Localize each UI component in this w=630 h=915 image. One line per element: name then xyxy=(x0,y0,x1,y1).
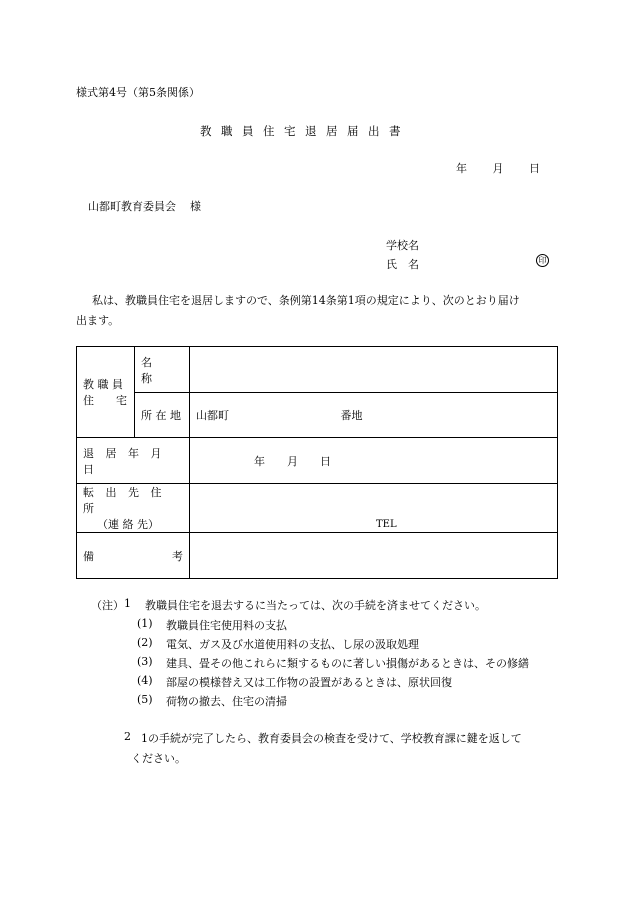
date-line: 年 月 日 xyxy=(456,162,540,175)
housing-name-field[interactable] xyxy=(190,347,558,393)
note-sub-4-text: 部屋の模様替え又は工作物の設置があるときは、原状回復 xyxy=(166,676,452,689)
note-sub-5-number: (5) xyxy=(137,693,153,706)
remarks-label-start: 備 xyxy=(83,549,94,563)
address-suffix: 番地 xyxy=(340,409,363,422)
note-2-number: 2 xyxy=(124,730,131,743)
moveout-date-units: 年 月 日 xyxy=(254,454,331,468)
seal-mark: 印 xyxy=(536,254,549,267)
addressee-suffix: 様 xyxy=(190,200,201,213)
housing-name-label: 名 称 xyxy=(135,347,190,393)
statement-line-2: 出ます。 xyxy=(76,314,120,327)
note-sub-3-text: 建具、畳その他これらに類するものに著しい損傷があるときは、その修繕 xyxy=(166,657,529,670)
remarks-field[interactable] xyxy=(190,533,558,579)
page-title: 教職員住宅退居届出書 xyxy=(200,124,410,138)
moveout-date-field[interactable] xyxy=(190,438,558,484)
housing-label-line2: 住 宅 xyxy=(83,394,127,407)
note-sub-2-number: (2) xyxy=(137,636,153,649)
addressee xyxy=(88,198,201,214)
name-label: 氏 名 xyxy=(386,258,419,271)
forwarding-label-cell xyxy=(77,484,190,533)
note-sub-1-text: 教職員住宅使用料の支払 xyxy=(166,619,287,632)
note-sub-1-number: (1) xyxy=(137,617,153,630)
note-2-text: 1の手続が完了したら、教育委員会の検査を受けて、学校教育課に鍵を返して xyxy=(141,732,522,745)
housing-label-cell xyxy=(77,347,135,438)
forwarding-field[interactable] xyxy=(190,484,558,533)
note-sub-2-text: 電気、ガス及び水道使用料の支払、し尿の汲取処理 xyxy=(166,638,419,651)
note-sub-5-text: 荷物の撤去、住宅の清掃 xyxy=(166,695,287,708)
addressee-name: 山都町教育委員会 xyxy=(88,200,176,213)
remarks-label-cell xyxy=(77,533,190,579)
forwarding-label: 転 出 先 住 所 xyxy=(83,486,166,515)
housing-label-line1: 教 職 員 xyxy=(83,378,123,391)
tel-label: TEL xyxy=(376,519,397,530)
note-sub-3-number: (3) xyxy=(137,655,153,668)
address-town: 山都町 xyxy=(196,409,229,422)
moveout-date-label: 退 居 年 月 日 xyxy=(77,438,190,484)
forwarding-sub-label: （連 絡 先） xyxy=(97,518,159,531)
note-1-number: 1 xyxy=(124,597,131,610)
note-1-text: 教職員住宅を退去するに当たっては、次の手続を済ませてください。 xyxy=(145,599,486,612)
notes-prefix: （注） xyxy=(91,599,124,612)
remarks-label-end: 考 xyxy=(172,549,183,563)
school-label: 学校名 xyxy=(386,239,419,252)
form-number: 様式第4号（第5条関係） xyxy=(76,86,200,99)
note-2-text-cont: ください。 xyxy=(131,752,186,765)
housing-address-label: 所 在 地 xyxy=(135,393,190,438)
form-table xyxy=(76,346,558,579)
statement-line-1: 私は、教職員住宅を退居しますので、条例第14条第1項の規定により、次のとおり届け xyxy=(92,294,520,307)
housing-address-field[interactable] xyxy=(190,393,558,438)
note-sub-4-number: (4) xyxy=(137,674,153,687)
